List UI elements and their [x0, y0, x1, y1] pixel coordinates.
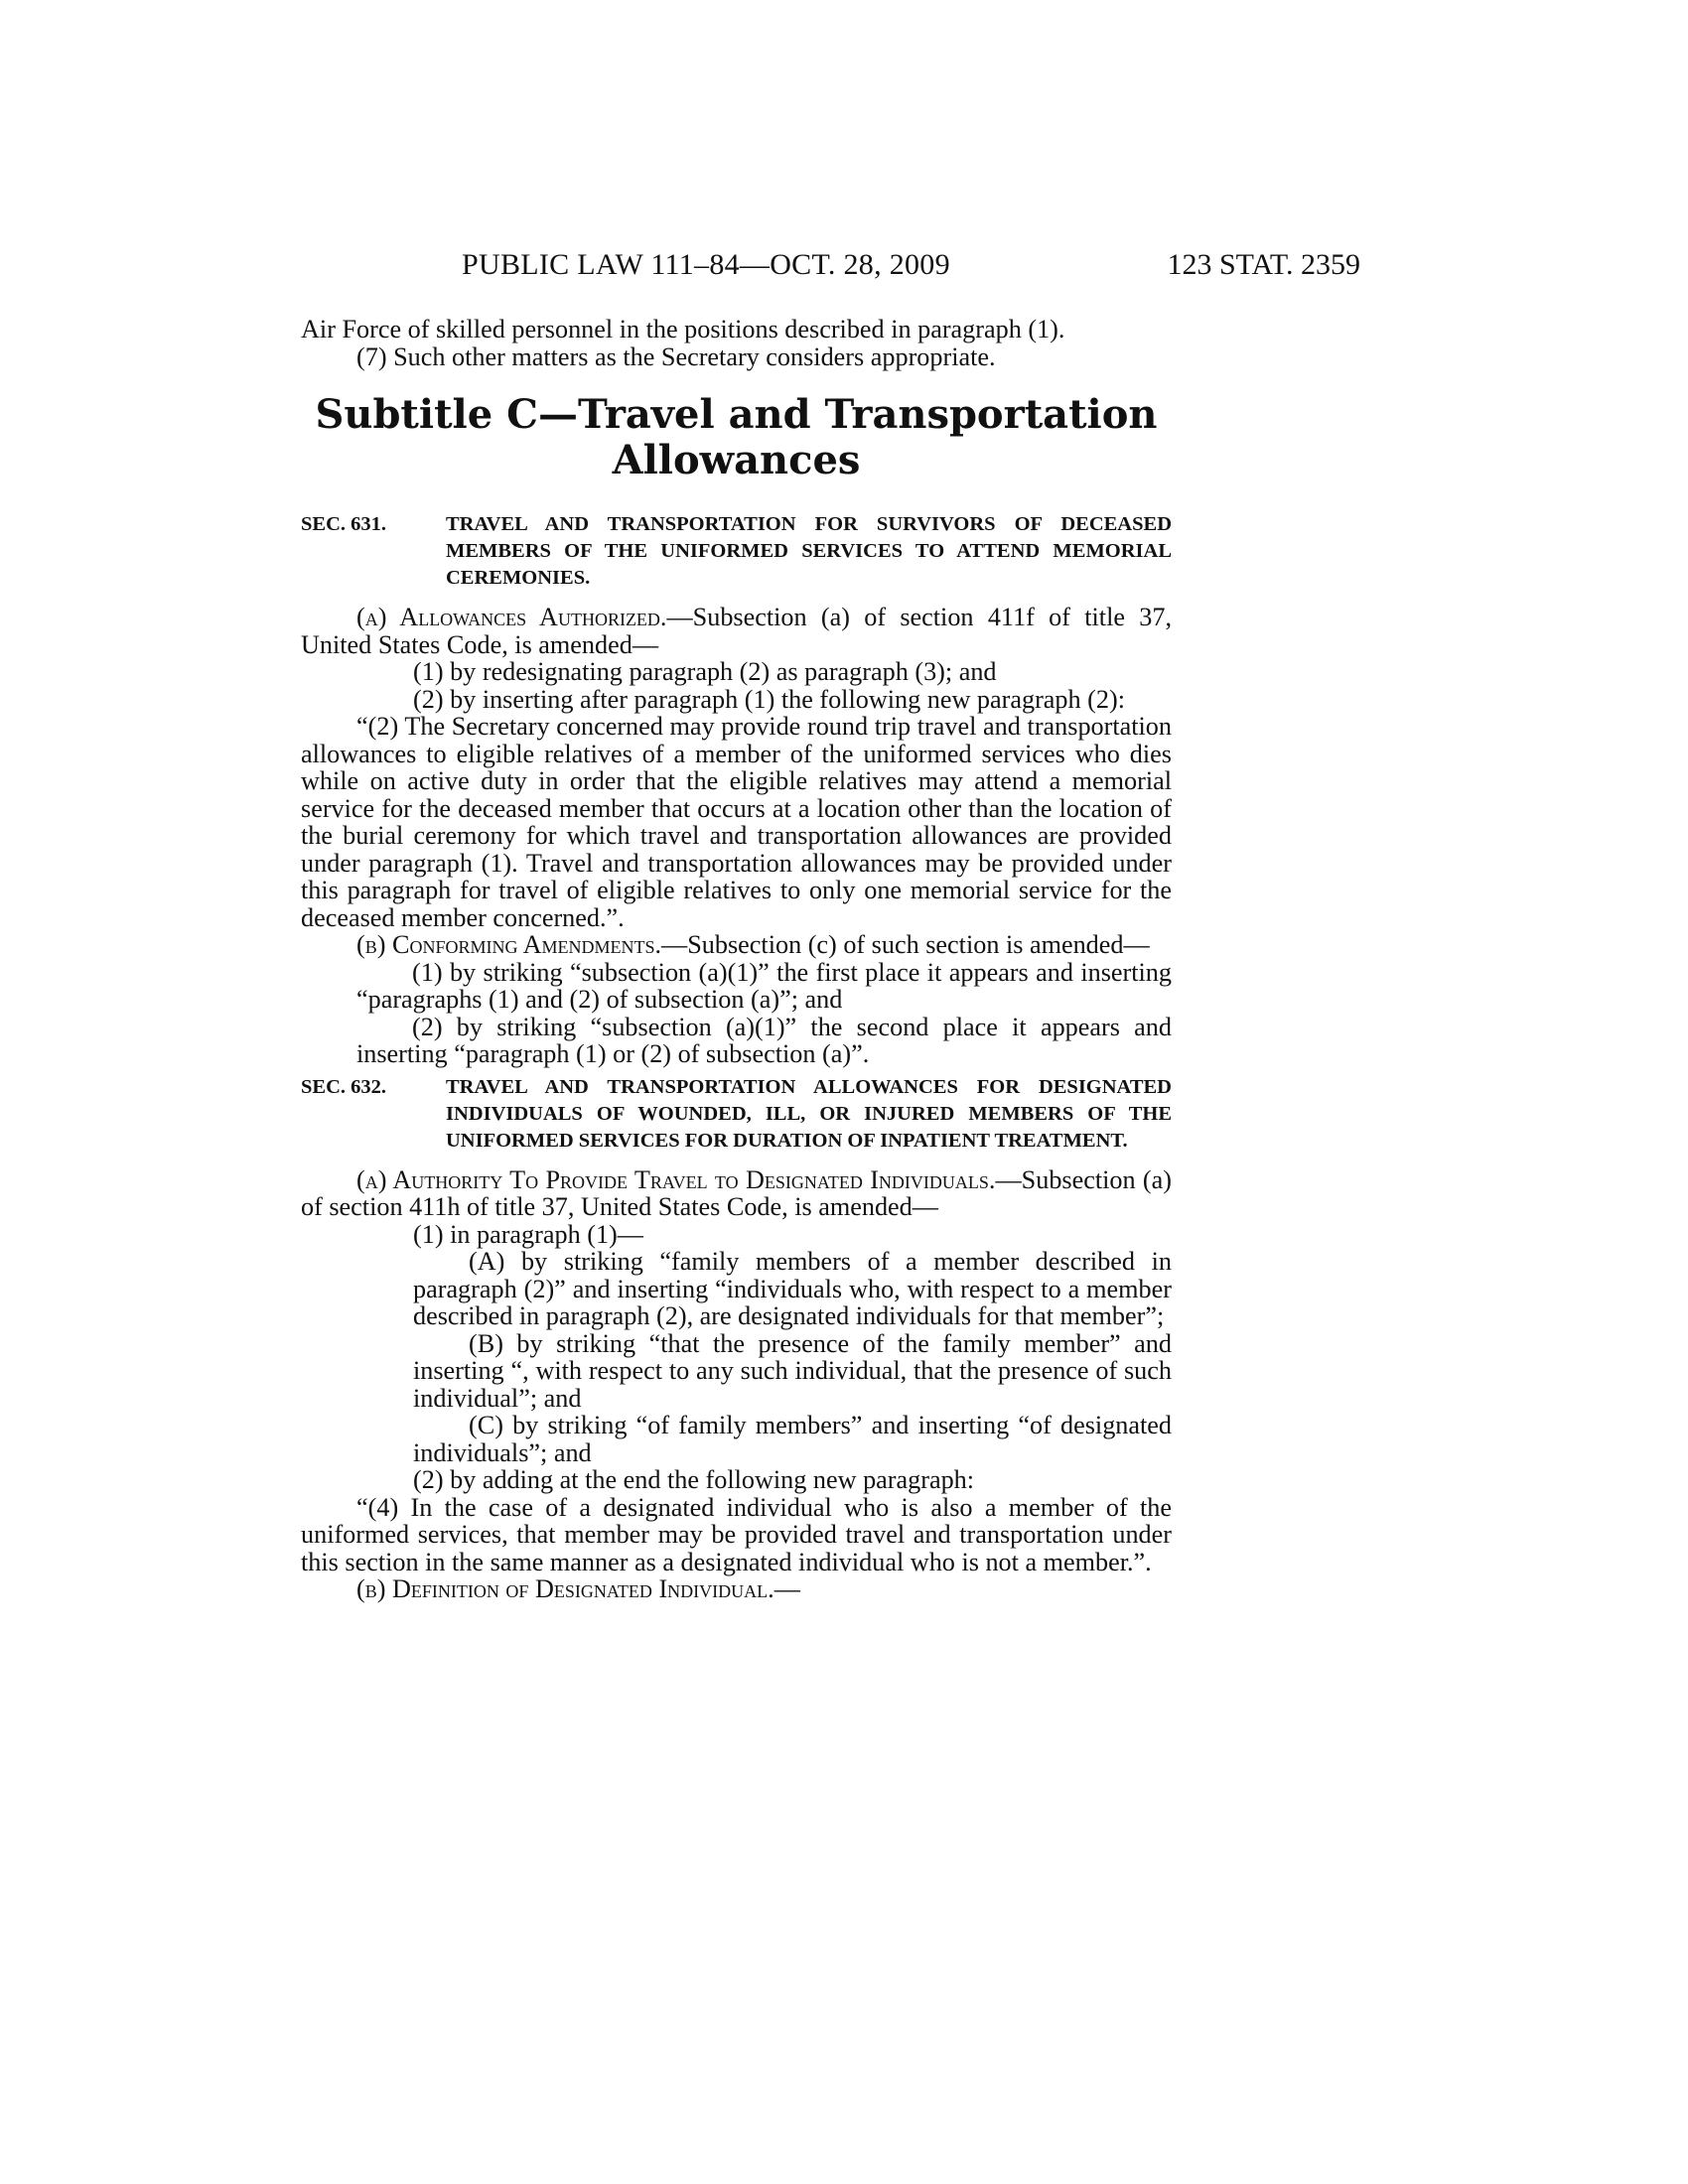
- section-632-heading: [301, 1074, 1172, 1155]
- section-631-b-text: —Subsection (c) of such section is amended—: [661, 930, 1150, 959]
- paragraph-continuation: Air Force of skilled personnel in the positions described in paragraph (1).: [301, 315, 1065, 343]
- section-632-b-text: —: [774, 1574, 800, 1603]
- section-632-number: SEC. 632.: [301, 1075, 387, 1098]
- section-631-b-heading: (b) Conforming Amendments.: [356, 930, 662, 959]
- section-632-a-text: —Subsection (a) of section 411h of title 37, United States Code, is amended—: [301, 1164, 1173, 1221]
- section-631-heading: [301, 511, 1172, 592]
- section-631-a-quoted-text: “(2) The Secretary concerned may provide round trip travel and transportation allowances to eligible relatives of a member of the uniformed services who dies while on active duty in order that the eligible relatives may attend a memorial service for the deceased member that occurs at a location other than the location of the burial ceremony for which travel and transportation allowances are provided under paragraph (1). Travel and transportation allowances may be provided under this paragraph for travel of eligible relatives to only one memorial service for the deceased member concerned.”.: [301, 712, 1172, 932]
- paragraph-7: (7) Such other matters as the Secretary considers appropriate.: [356, 341, 996, 371]
- section-631-a-text: —Subsection (a) of section 411f of title 37, United States Code, is amended—: [301, 603, 1172, 659]
- statute-page-number: 123 STAT. 2359: [1167, 248, 1360, 281]
- section-631-b-1: (1) by striking “subsection (a)(1)” the first place it appears and inserting “paragraphs (1) and (2) of subsection (a)”; and: [356, 957, 1172, 1014]
- section-631-a-2: (2) by inserting after paragraph (1) the following new paragraph (2):: [413, 684, 1125, 714]
- section-631-subsection-b: [301, 931, 1172, 959]
- section-631-b-2: (2) by striking “subsection (a)(1)” the second place it appears and inserting “paragraph (1) or (2) of subsection (a)”.: [356, 1012, 1172, 1068]
- subtitle-line-1: Subtitle C—Travel and Transportation: [315, 391, 1158, 438]
- section-632-a-quoted-text: “(4) In the case of a designated individual who is also a member of the uniformed services, that member may be provided travel and transportation under this section in the same manner as a designated individual who is not a member.”.: [301, 1492, 1172, 1576]
- section-632-a-2: (2) by adding at the end the following new paragraph:: [413, 1465, 975, 1494]
- section-632-a-1-A: (A) by striking “family members of a member described in paragraph (2)” and inserting “individuals who, with respect to a member described in paragraph (2), are designated individuals for that member”;: [413, 1247, 1172, 1330]
- section-632-subsection-b: [301, 1575, 1172, 1603]
- section-632-a-1-C: (C) by striking “of family members” and inserting “of designated individuals”; and: [413, 1411, 1172, 1467]
- section-631-a-1: (1) by redesignating paragraph (2) as paragraph (3); and: [413, 657, 997, 686]
- section-631-a-heading: (a) Allowances Authorized.: [356, 603, 667, 631]
- running-header-title: PUBLIC LAW 111–84—OCT. 28, 2009: [462, 248, 950, 281]
- section-631-number: SEC. 631.: [301, 513, 387, 535]
- section-631-subsection-a: [301, 604, 1172, 658]
- subtitle-heading: [301, 392, 1172, 483]
- section-632-a-heading: (a) Authority To Provide Travel to Designated Individuals.: [356, 1164, 996, 1194]
- page-body: [301, 316, 1172, 1603]
- section-632-a-1-B: (B) by striking “that the presence of the family member” and inserting “, with respect to any such individual, that the presence of such individual”; and: [413, 1328, 1172, 1413]
- section-632-a-1: (1) in paragraph (1)—: [413, 1219, 643, 1249]
- section-632-subsection-a: [301, 1166, 1172, 1221]
- subtitle-line-2: Allowances: [612, 437, 861, 483]
- section-632-title: TRAVEL AND TRANSPORTATION ALLOWANCES FOR DESIGNATED INDIVIDUALS OF WOUNDED, ILL, OR INJURED MEMBERS OF THE UNIFORMED SERVICES FOR DURATION OF INPATIENT TREATMENT.: [446, 1075, 1172, 1152]
- section-631-title: TRAVEL AND TRANSPORTATION FOR SURVIVORS OF DECEASED MEMBERS OF THE UNIFORMED SERVICES TO ATTEND MEMORIAL CEREMONIES.: [446, 513, 1172, 589]
- section-632-b-heading: (b) Definition of Designated Individual.: [356, 1574, 774, 1603]
